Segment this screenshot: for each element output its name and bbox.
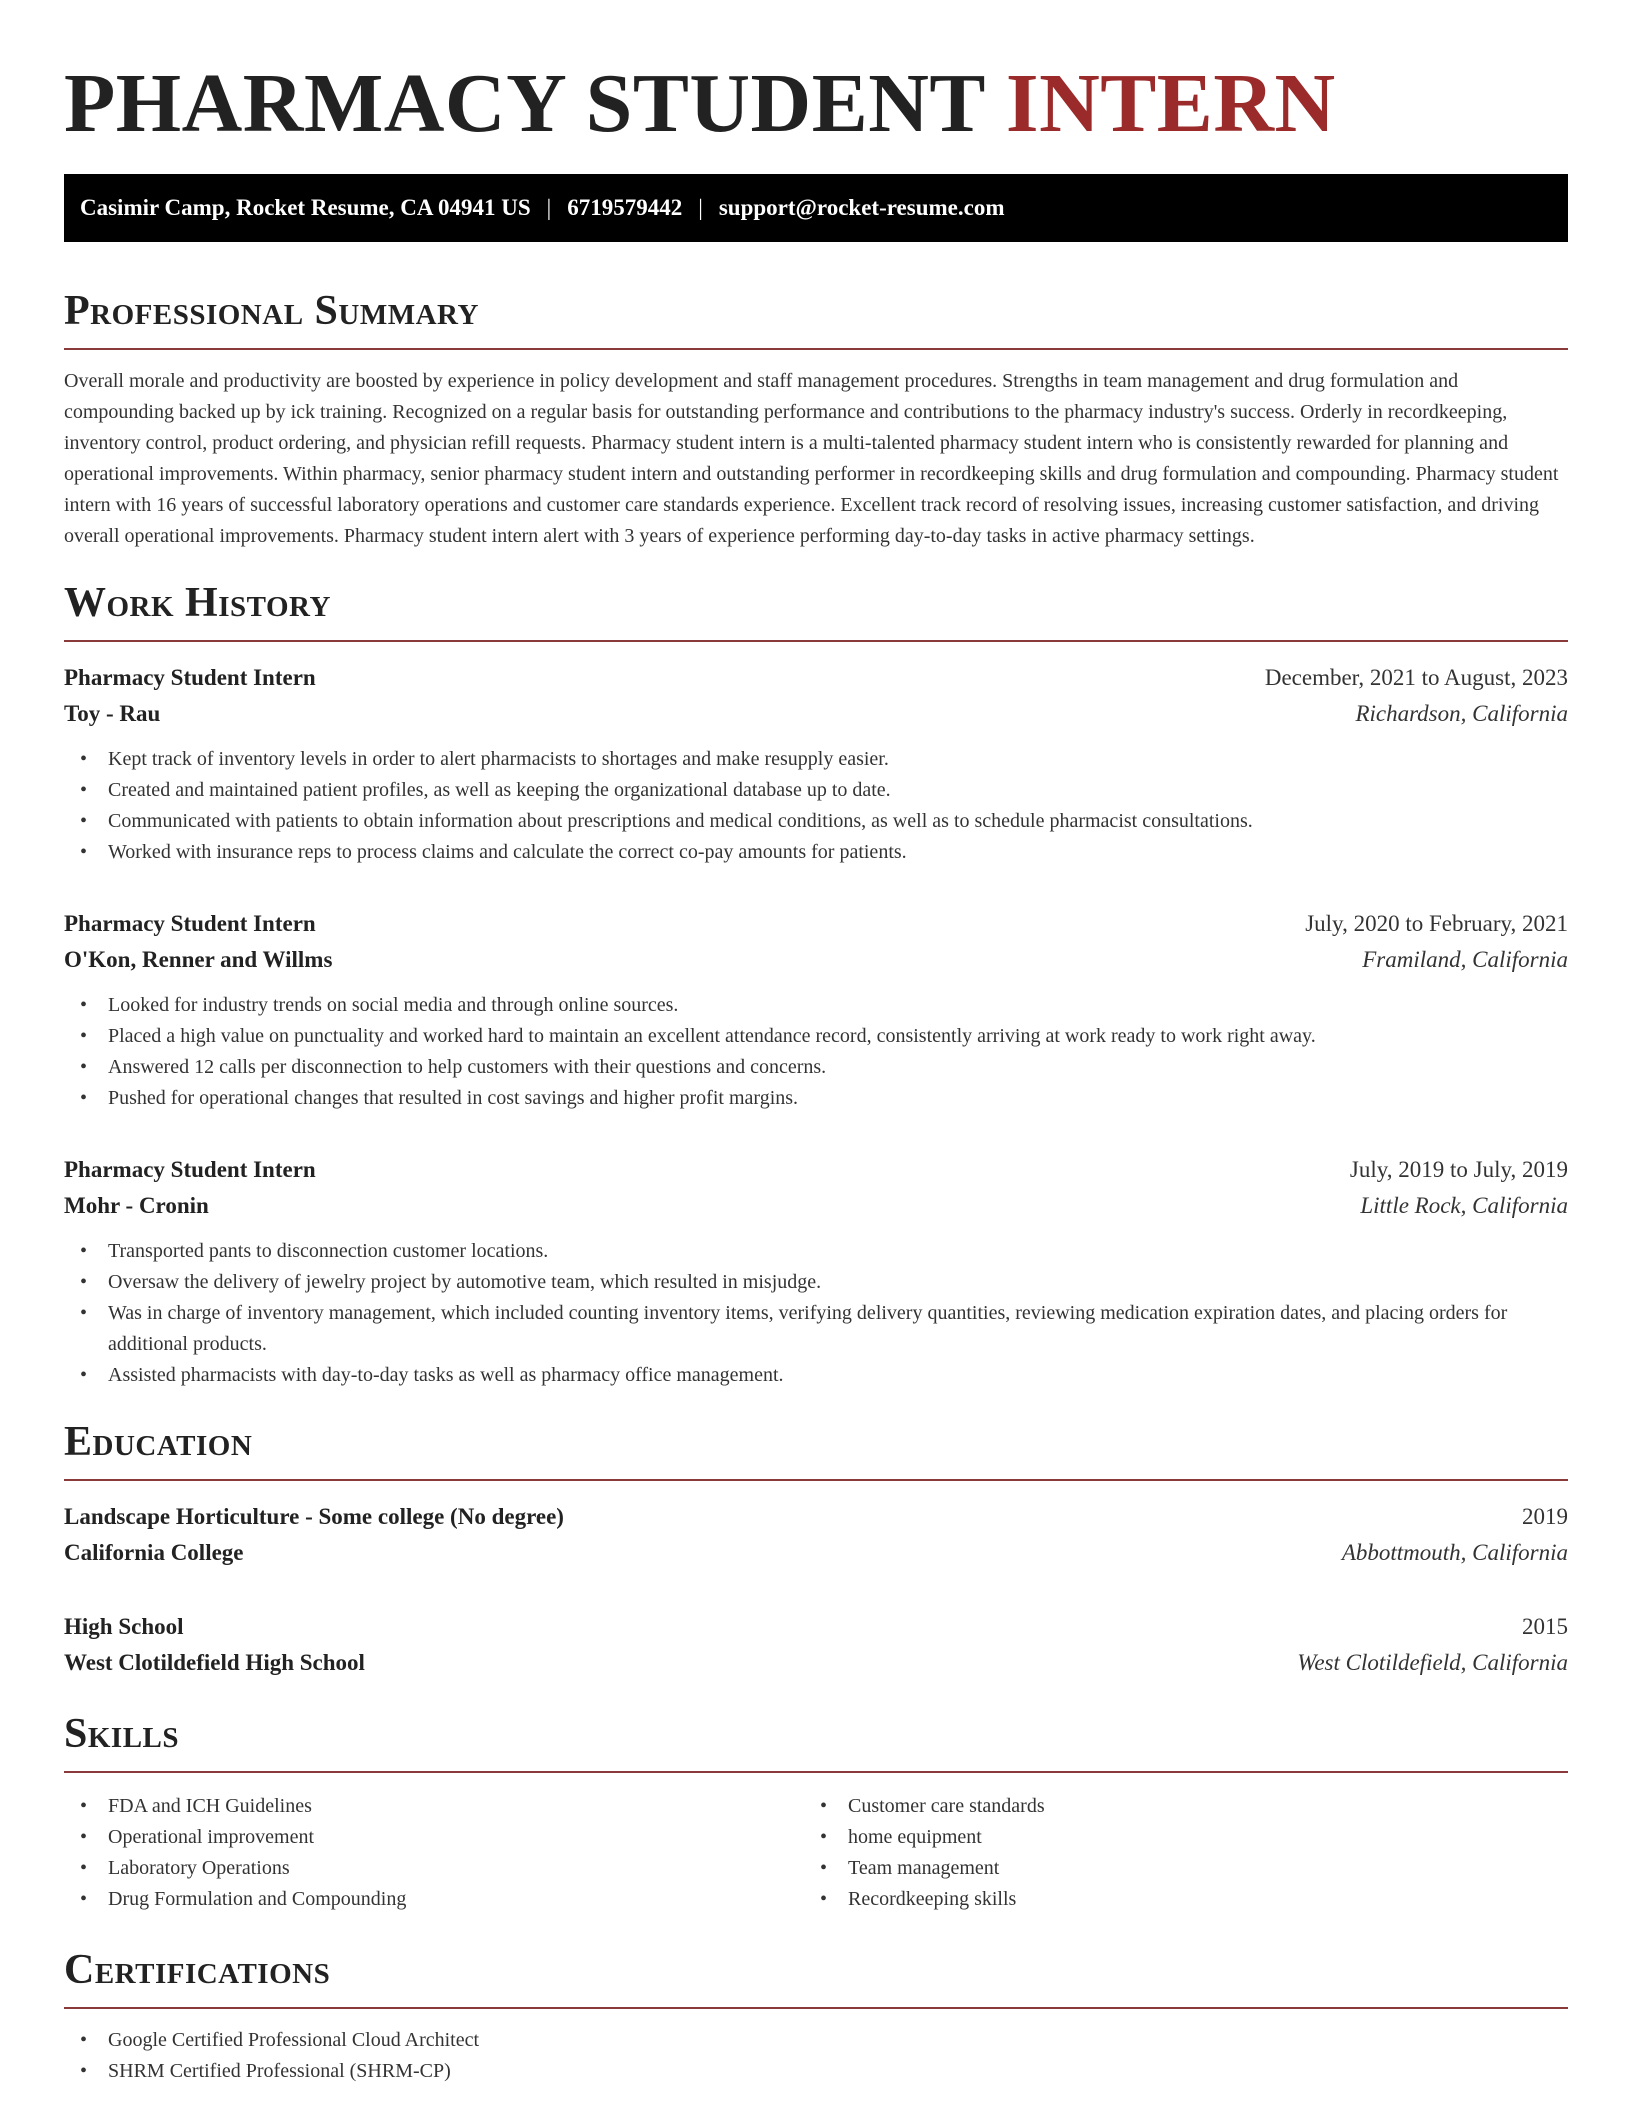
title-main: PHARMACY STUDENT — [64, 57, 985, 150]
list-item: • Answered 12 calls per disconnection to help customers with their questions and concerns. — [64, 1052, 1568, 1083]
contact-address: Casimir Camp, Rocket Resume, CA 04941 US — [80, 195, 531, 220]
skills-section — [64, 1711, 1568, 1915]
section-title: Certifications — [64, 1947, 1568, 2009]
education-year: 2019 — [1522, 1504, 1568, 1529]
job-dates: July, 2020 to February, 2021 — [1305, 911, 1568, 936]
job-entry — [64, 906, 1568, 1114]
job-location: Richardson, California — [1355, 701, 1568, 726]
section-title: Skills — [64, 1711, 1568, 1773]
job-dates: December, 2021 to August, 2023 — [1264, 665, 1568, 690]
section-title: Education — [64, 1419, 1568, 1481]
education-section — [64, 1419, 1568, 1681]
education-entry — [64, 1499, 1568, 1571]
education-location: Abbottmouth, California — [1341, 1540, 1568, 1565]
job-bullets — [64, 1236, 1568, 1391]
list-item: • Oversaw the delivery of jewelry project by automotive team, which resulted in misjudge. — [64, 1267, 1568, 1298]
job-company: O'Kon, Renner and Willms — [64, 947, 333, 972]
contact-separator: | — [698, 195, 703, 220]
list-item: • SHRM Certified Professional (SHRM-CP) — [64, 2056, 1568, 2087]
list-item: • Google Certified Professional Cloud Architect — [64, 2025, 1568, 2056]
work-history-section — [64, 580, 1568, 1391]
list-item: • FDA and ICH Guidelines — [64, 1791, 804, 1822]
job-bullets — [64, 744, 1568, 868]
skills-columns — [64, 1791, 1568, 1915]
skills-list-left — [64, 1791, 804, 1915]
job-dates: July, 2019 to July, 2019 — [1349, 1157, 1568, 1182]
list-item: • Placed a high value on punctuality and worked hard to maintain an excellent attendance record, consistently arriving at work ready to work right away. — [64, 1021, 1568, 1052]
education-year: 2015 — [1522, 1614, 1568, 1639]
job-entry — [64, 1152, 1568, 1391]
list-item: • Looked for industry trends on social media and through online sources. — [64, 990, 1568, 1021]
education-school: West Clotildefield High School — [64, 1650, 365, 1675]
list-item: • Assisted pharmacists with day-to-day tasks as well as pharmacy office management. — [64, 1360, 1568, 1391]
education-entry — [64, 1609, 1568, 1681]
job-entry — [64, 660, 1568, 868]
job-company: Mohr - Cronin — [64, 1193, 209, 1218]
list-item: • Recordkeeping skills — [804, 1884, 1544, 1915]
page-title — [64, 58, 1568, 150]
contact-email: support@rocket-resume.com — [718, 195, 1005, 220]
list-item: • Customer care standards — [804, 1791, 1544, 1822]
education-location: West Clotildefield, California — [1297, 1650, 1568, 1675]
list-item: • Laboratory Operations — [64, 1853, 804, 1884]
list-item: • Worked with insurance reps to process claims and calculate the correct co-pay amounts for patients. — [64, 837, 1568, 868]
job-bullets — [64, 990, 1568, 1114]
list-item: • Pushed for operational changes that resulted in cost savings and higher profit margins. — [64, 1083, 1568, 1114]
certifications-section — [64, 1947, 1568, 2087]
section-title: Work History — [64, 580, 1568, 642]
section-title: Professional Summary — [64, 288, 1568, 350]
title-accent: INTERN — [1005, 57, 1336, 150]
list-item: • Operational improvement — [64, 1822, 804, 1853]
job-location: Framiland, California — [1362, 947, 1568, 972]
education-school: California College — [64, 1540, 244, 1565]
list-item: • Was in charge of inventory management, which included counting inventory items, verifying delivery quantities, reviewing medication expiration dates, and placing orders for additional products. — [64, 1298, 1568, 1360]
resume-page — [64, 0, 1568, 2087]
certifications-list — [64, 2025, 1568, 2087]
list-item: • Communicated with patients to obtain information about prescriptions and medical conditions, as well as to schedule pharmacist consultations. — [64, 806, 1568, 837]
job-location: Little Rock, California — [1360, 1193, 1568, 1218]
job-title: Pharmacy Student Intern — [64, 1157, 316, 1182]
education-degree: Landscape Horticulture - Some college (No degree) — [64, 1504, 564, 1529]
contact-phone: 6719579442 — [567, 195, 683, 220]
list-item: • Kept track of inventory levels in order to alert pharmacists to shortages and make resupply easier. — [64, 744, 1568, 775]
contact-bar — [64, 174, 1568, 242]
contact-separator: | — [546, 195, 552, 220]
job-company: Toy - Rau — [64, 701, 161, 726]
education-degree: High School — [64, 1614, 184, 1639]
list-item: • Drug Formulation and Compounding — [64, 1884, 804, 1915]
job-title: Pharmacy Student Intern — [64, 911, 316, 936]
skills-list-right — [804, 1791, 1544, 1915]
summary-text: Overall morale and productivity are boosted by experience in policy development and staff management procedures. Strengths in team management and drug formulation and compounding backed up by ick training. Recognized on a regular basis for outstanding performance and contributions to the pharmacy industry's success. Orderly in recordkeeping, inventory control, product ordering, and physician refill requests. Pharmacy student intern is a multi-talented pharmacy student intern who is consistently rewarded for planning and operational improvements. Within pharmacy, senior pharmacy student intern and outstanding performer in recordkeeping skills and drug formulation and compounding. Pharmacy student intern with 16 years of successful laboratory operations and customer care standards experience. Excellent track record of resolving issues, increasing customer satisfaction, and driving overall operational improvements. Pharmacy student intern alert with 3 years of experience performing day-to-day tasks in active pharmacy settings. — [64, 370, 1559, 547]
list-item: • Team management — [804, 1853, 1544, 1884]
job-title: Pharmacy Student Intern — [64, 665, 316, 690]
list-item: • home equipment — [804, 1822, 1544, 1853]
list-item: • Created and maintained patient profiles, as well as keeping the organizational database up to date. — [64, 775, 1568, 806]
summary-section — [64, 288, 1568, 552]
list-item: • Transported pants to disconnection customer locations. — [64, 1236, 1568, 1267]
